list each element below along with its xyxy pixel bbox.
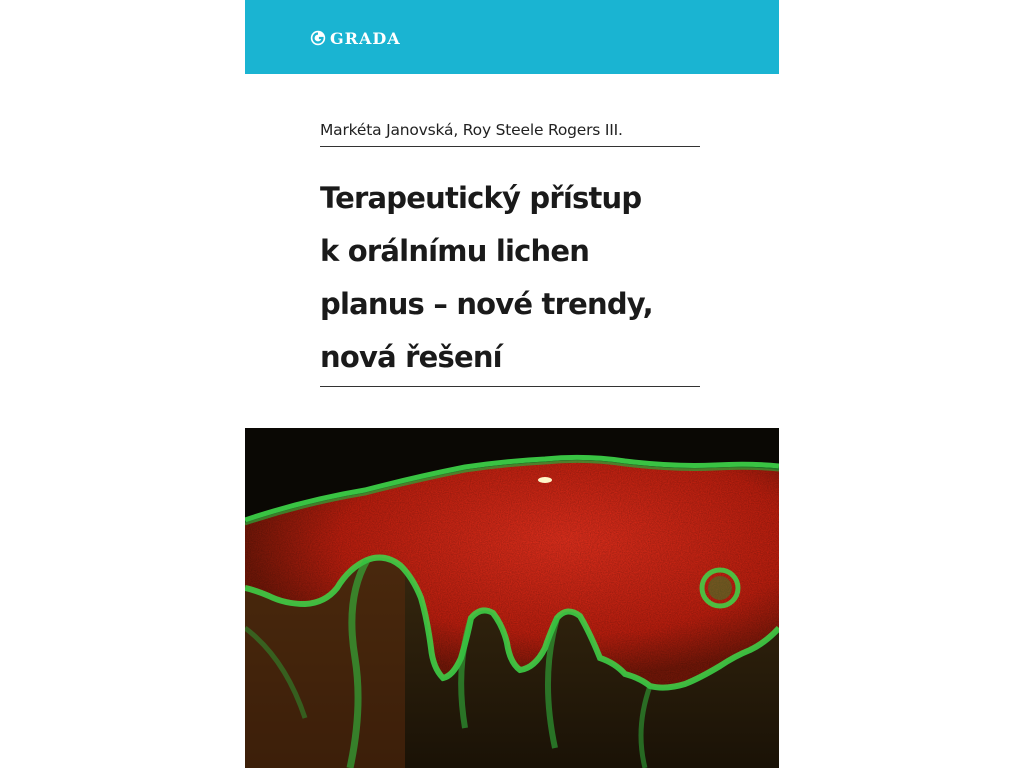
fluorescence-micrograph-image	[245, 428, 779, 768]
publisher-name: GRADA	[330, 28, 401, 48]
divider-top	[320, 146, 700, 147]
title-line: k orálnímu lichen	[320, 234, 590, 268]
title-line: planus – nové trendy,	[320, 287, 653, 321]
publisher-band	[245, 0, 779, 74]
grada-logo-icon	[309, 29, 327, 47]
title-line: nová řešení	[320, 340, 502, 374]
publisher-logo	[309, 24, 401, 52]
title-line: Terapeutický přístup	[320, 181, 642, 215]
divider-bottom	[320, 386, 700, 387]
cover-micrograph	[245, 428, 779, 768]
book-authors: Markéta Janovská, Roy Steele Rogers III.	[320, 121, 623, 139]
book-cover[interactable]	[245, 0, 779, 768]
book-title	[320, 172, 760, 384]
